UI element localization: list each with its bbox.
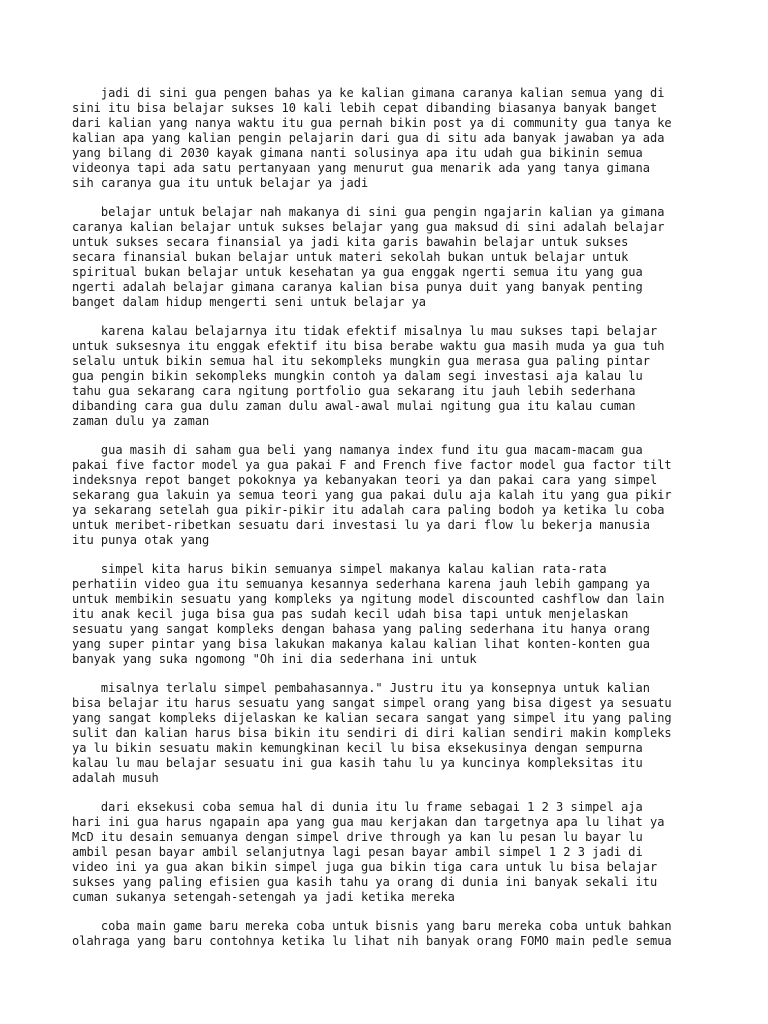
paragraph-5: simpel kita harus bikin semuanya simpel makanya kalau kalian rata-rata perhatiin video gua itu semuanya kesannya sederhana karena jauh lebih gampang ya untuk membikin sesuatu yang kompleks ya ngitung model discounted cashflow dan lain itu anak kecil juga bisa gua pas sudah kecil udah bisa tapi untuk menjelaskan sesuatu yang sangat kompleks dengan bahasa yang paling sederhana itu hanya orang yang super pintar yang bisa lakukan makanya kalau kalian lihat konten-konten gua banyak yang suka ngomong "Oh ini dia sederhana ini untuk [72,562,665,666]
paragraph-2: belajar untuk belajar nah makanya di sini gua pengin ngajarin kalian ya gimana caranya kalian belajar untuk sukses belajar yang gua maksud di sini adalah belajar untuk sukses secara finansial ya jadi kita garis bawahin belajar untuk sukses secara finansial bukan belajar untuk materi sekolah bukan untuk belajar untuk spiritual bukan belajar untuk kesehatan ya gua enggak ngerti semua itu yang gua ngerti adalah belajar gimana caranya kalian bisa punya duit yang banyak penting banget dalam hidup mengerti seni untuk belajar ya [72,205,665,309]
paragraph-3: karena kalau belajarnya itu tidak efektif misalnya lu mau sukses tapi belajar untuk suksesnya itu enggak efektif itu bisa berabe waktu gua masih muda ya gua tuh selalu untuk bikin semua hal itu sekompleks mungkin gua merasa gua paling pintar gua pengin bikin sekompleks mungkin contoh ya dalam segi investasi aja kalau lu tahu gua sekarang cara ngitung portfolio gua sekarang itu jauh lebih sederhana dibanding cara gua dulu zaman dulu awal-awal mulai ngitung gua itu kalau cuman zaman dulu ya zaman [72,324,665,428]
paragraph-4: gua masih di saham gua beli yang namanya index fund itu gua macam-macam gua pakai five factor model ya gua pakai F and French five factor model gua factor tilt indeksnya repot banget pokoknya ya kebanyakan teori ya dan pakai cara yang simpel sekarang gua lakuin ya semua teori yang gua pakai dulu aja kalah itu yang gua pikir ya sekarang setelah gua pikir-pikir itu adalah cara paling bodoh ya ketika lu coba untuk meribet-ribetkan sesuatu dari investasi lu ya dari flow lu bekerja manusia itu punya otak yang [72,443,672,547]
paragraph-6: misalnya terlalu simpel pembahasannya." Justru itu ya konsepnya untuk kalian bisa belajar itu harus sesuatu yang sangat simpel orang yang bisa digest ya sesuatu yang sangat kompleks dijelaskan ke kalian secara sangat yang simpel itu yang paling sulit dan kalian harus bisa bikin itu sendiri di diri kalian sendiri makin kompleks ya lu bikin sesuatu makin kemungkinan kecil lu bisa eksekusinya dengan sempurna kalau lu mau belajar sesuatu ini gua kasih tahu lu ya kuncinya kompleksitas itu adalah musuh [72,681,672,785]
paragraph-1: jadi di sini gua pengen bahas ya ke kalian gimana caranya kalian semua yang di sini itu bisa belajar sukses 10 kali lebih cepat dibanding biasanya banyak banget dari kalian yang nanya waktu itu gua pernah bikin post ya di community gua tanya ke kalian apa yang kalian pengin pelajarin dari gua di situ ada banyak jawaban ya ada yang bilang di 2030 kayak gimana nanti solusinya apa itu udah gua bikinin semua videonya tapi ada satu pertanyaan yang menurut gua menarik ada yang tanya gimana sih caranya gua itu untuk belajar ya jadi [72,86,672,190]
paragraph-7: dari eksekusi coba semua hal di dunia itu lu frame sebagai 1 2 3 simpel aja hari ini gua harus ngapain apa yang gua mau kerjakan dan targetnya apa lu lihat ya McD itu desain semuanya dengan simpel drive through ya kan lu pesan lu bayar lu ambil pesan bayar ambil selanjutnya lagi pesan bayar ambil simpel 1 2 3 jadi di video ini ya gua akan bikin simpel juga gua bikin tiga cara untuk lu bisa belajar sukses yang paling efisien gua kasih tahu ya orang di dunia ini banyak sekali itu cuman sukanya setengah-setengah ya jadi ketika mereka [72,800,665,904]
paragraph-8: coba main game baru mereka coba untuk bisnis yang baru mereka coba untuk bahkan olahraga yang baru contohnya ketika lu lihat nih banyak orang FOMO main pedle semua [72,919,672,948]
document-body [72,86,712,963]
